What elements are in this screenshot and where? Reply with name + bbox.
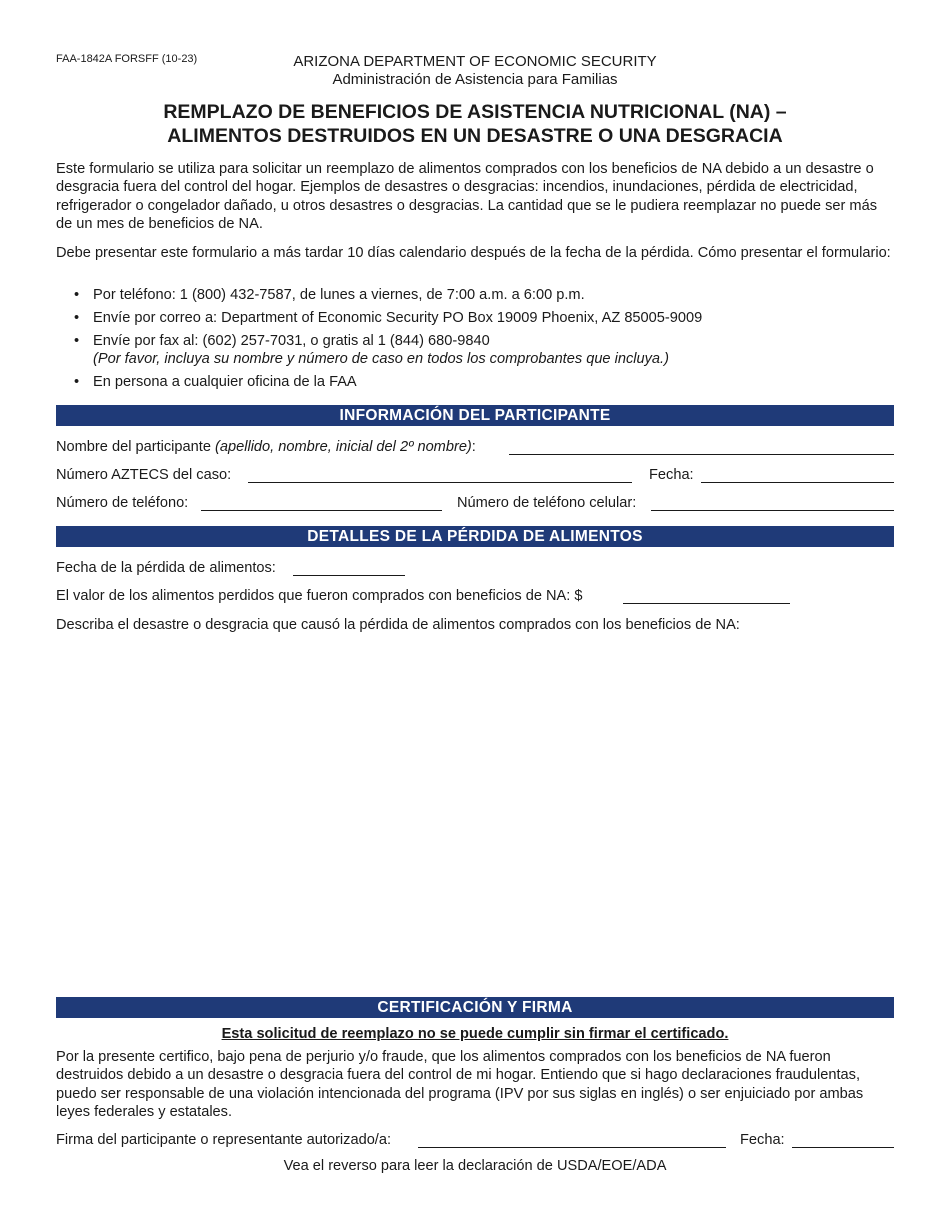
loss-value-field[interactable]	[623, 603, 790, 604]
certification-statement: Por la presente certifico, bajo pena de perjurio y/o fraude, que los alimentos comprados con los beneficios de NA fueron destruidos debido a un desastre o desgracia fuera del control de mi hogar. Entiendo que si hago declaraciones fraudulentas, puedo ser responsable de una violación intencionada del programa (IPV por sus siglas en inglés) o ser enjuiciado por ambas leyes federales y estatales.	[56, 1049, 864, 1120]
participant-name-field[interactable]	[509, 454, 894, 455]
list-item	[74, 332, 894, 369]
loss-date-row	[56, 560, 894, 580]
bullet-fax: Envíe por fax al: (602) 257-7031, o gratis al 1 (844) 680-9840	[93, 332, 490, 349]
list-item	[74, 373, 894, 391]
bullet-icon: •	[74, 287, 80, 303]
participant-name-hint: (apellido, nombre, inicial del 2º nombre)	[215, 439, 472, 455]
loss-description-row	[56, 617, 894, 637]
case-number-label: Número AZTECS del caso:	[56, 467, 232, 483]
submission-paragraph: Debe presentar este formulario a más tardar 10 días calendario después de la fecha de la pérdida. Cómo presentar el formulario:	[56, 245, 891, 261]
signature-date-field[interactable]	[792, 1147, 894, 1148]
loss-description-label: Describa el desastre o desgracia que causó la pérdida de alimentos comprados con los beneficios de NA:	[56, 617, 740, 633]
phone-field[interactable]	[201, 510, 442, 511]
participant-name-label: Nombre del participante (apellido, nombre, inicial del 2º nombre):	[56, 439, 476, 455]
agency-header	[0, 53, 950, 89]
bullet-in-person: En persona a cualquier oficina de la FAA	[93, 373, 357, 390]
cell-phone-label: Número de teléfono celular:	[457, 495, 637, 511]
section-participant-info: INFORMACIÓN DEL PARTICIPANTE	[56, 405, 894, 426]
list-item	[74, 286, 894, 304]
list-item	[74, 309, 894, 327]
section-certification: CERTIFICACIÓN Y FIRMA	[56, 997, 894, 1018]
certification-notice: Esta solicitud de reemplazo no se puede cumplir sin firmar el certificado.	[221, 1026, 729, 1042]
signature-date-label: Fecha:	[740, 1132, 785, 1148]
bullet-phone: Por teléfono: 1 (800) 432-7587, de lunes a viernes, de 7:00 a.m. a 6:00 p.m.	[93, 287, 585, 303]
page-title	[0, 100, 950, 148]
title-line-1: REMPLAZO DE BENEFICIOS DE ASISTENCIA NUTRICIONAL (NA) –	[163, 101, 787, 123]
form-code: FAA-1842A FORSFF (10-23)	[56, 53, 198, 65]
bullet-icon: •	[74, 309, 80, 326]
loss-description-area[interactable]	[56, 640, 894, 985]
participant-name-row	[56, 439, 894, 459]
signature-row	[56, 1132, 894, 1152]
phone-label: Número de teléfono:	[56, 495, 189, 511]
bullet-icon: •	[74, 373, 80, 390]
sub-agency-name: Administración de Asistencia para Familias	[332, 71, 618, 88]
signature-label: Firma del participante o representante autorizado/a:	[56, 1132, 392, 1148]
loss-date-label: Fecha de la pérdida de alimentos:	[56, 560, 276, 576]
loss-date-field[interactable]	[293, 575, 405, 576]
loss-value-label: El valor de los alimentos perdidos que fueron comprados con beneficios de NA: $	[56, 588, 583, 604]
title-line-2: ALIMENTOS DESTRUIDOS EN UN DESASTRE O UNA DESGRACIA	[167, 125, 783, 147]
section-food-loss: DETALLES DE LA PÉRDIDA DE ALIMENTOS	[56, 526, 894, 547]
footer-note: Vea el reverso para leer la declaración de USDA/EOE/ADA	[283, 1158, 667, 1174]
case-number-field[interactable]	[248, 482, 632, 483]
cell-phone-field[interactable]	[651, 510, 894, 511]
agency-name: ARIZONA DEPARTMENT OF ECONOMIC SECURITY	[293, 53, 657, 70]
participant-date-field[interactable]	[701, 482, 894, 483]
phone-row	[56, 495, 894, 515]
participant-date-label: Fecha:	[649, 467, 694, 483]
signature-field[interactable]	[418, 1147, 726, 1148]
loss-value-row	[56, 588, 894, 608]
submission-methods-list	[74, 286, 894, 395]
case-number-row	[56, 467, 894, 487]
fax-note: (Por favor, incluya su nombre y número de caso en todos los comprobantes que incluya.)	[93, 350, 669, 367]
bullet-mail: Envíe por correo a: Department of Economic Security PO Box 19009 Phoenix, AZ 85005-9009	[93, 309, 703, 326]
bullet-icon: •	[74, 332, 80, 349]
intro-paragraph: Este formulario se utiliza para solicitar un reemplazo de alimentos comprados con los beneficios de NA debido a un desastre o desgracia fuera del control del hogar. Ejemplos de desastres o desgracias: incendios, inundaciones, pérdida de electricidad, refrigerador o congelador dañado, u otros desastres o desgracias. La cantidad que se le pudiera reemplazar no puede ser más de un mes de beneficios de NA.	[56, 161, 877, 232]
